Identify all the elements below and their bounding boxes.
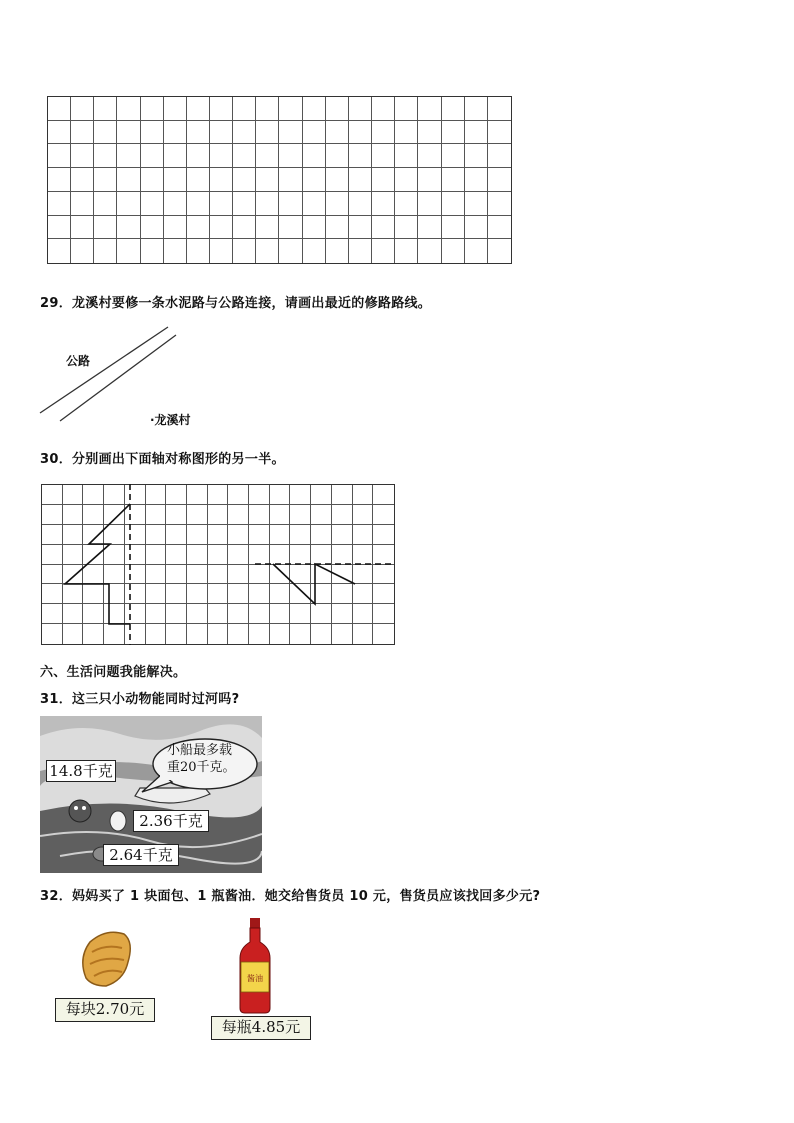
grid-cell bbox=[71, 192, 94, 216]
grid-cell bbox=[326, 121, 349, 145]
grid-cell bbox=[117, 192, 140, 216]
grid-cell bbox=[442, 192, 465, 216]
grid-cell bbox=[94, 168, 117, 192]
grid-cell bbox=[465, 192, 488, 216]
grid-cell bbox=[488, 121, 511, 145]
bottle-label: 酱油 bbox=[247, 974, 263, 983]
grid-cell bbox=[71, 216, 94, 240]
grid-cell bbox=[326, 97, 349, 121]
grid-cell bbox=[418, 216, 441, 240]
grid-cell bbox=[395, 168, 418, 192]
grid-cell bbox=[141, 121, 164, 145]
grid-cell bbox=[233, 121, 256, 145]
grid-cell bbox=[256, 192, 279, 216]
grid-cell bbox=[117, 121, 140, 145]
grid-cell bbox=[141, 144, 164, 168]
grid-cell bbox=[187, 216, 210, 240]
grid-cell bbox=[279, 192, 302, 216]
grid-cell bbox=[372, 192, 395, 216]
grid-cell bbox=[349, 121, 372, 145]
grid-cell bbox=[210, 168, 233, 192]
grid-cell bbox=[164, 168, 187, 192]
grid-cell bbox=[233, 239, 256, 263]
grid-cell bbox=[279, 168, 302, 192]
grid-cell bbox=[442, 168, 465, 192]
grid-cell bbox=[488, 168, 511, 192]
grid-cell bbox=[465, 121, 488, 145]
grid-cell bbox=[279, 97, 302, 121]
grid-cell bbox=[94, 239, 117, 263]
grid-cell bbox=[117, 216, 140, 240]
grid-cell bbox=[164, 121, 187, 145]
grid-cell bbox=[164, 144, 187, 168]
grid-cell bbox=[418, 97, 441, 121]
grid-cell bbox=[395, 216, 418, 240]
grid-cell bbox=[465, 239, 488, 263]
grid-cell bbox=[141, 192, 164, 216]
rabbit-weight-label: 2.36千克 bbox=[133, 810, 209, 832]
grid-cell bbox=[395, 192, 418, 216]
drawing-grid-top bbox=[47, 96, 512, 264]
road-label: 公路 bbox=[66, 354, 91, 368]
grid-cell bbox=[349, 97, 372, 121]
grid-cell bbox=[442, 121, 465, 145]
soy-price-tag: 每瓶4.85元 bbox=[211, 1016, 311, 1040]
question-30: 30．分别画出下面轴对称图形的另一半。 bbox=[40, 452, 285, 467]
question-32: 32．妈妈买了 1 块面包、1 瓶酱油．她交给售货员 10 元，售货员应该找回多少元? bbox=[40, 889, 541, 904]
grid-cell bbox=[164, 192, 187, 216]
grid-cell bbox=[256, 216, 279, 240]
grid-cell bbox=[210, 216, 233, 240]
grid-cell bbox=[442, 97, 465, 121]
grid-cell bbox=[117, 144, 140, 168]
road-edge-1 bbox=[40, 327, 168, 413]
grid-cell bbox=[48, 144, 71, 168]
grid-cell bbox=[141, 97, 164, 121]
road-edge-2 bbox=[60, 335, 176, 421]
grid-cell bbox=[48, 192, 71, 216]
grid-cell bbox=[256, 97, 279, 121]
grid-cell bbox=[279, 216, 302, 240]
grid-cell bbox=[71, 121, 94, 145]
grid-cell bbox=[71, 97, 94, 121]
grid-cell bbox=[349, 239, 372, 263]
grid-cell bbox=[210, 192, 233, 216]
grid-cell bbox=[94, 192, 117, 216]
grid-cell bbox=[395, 239, 418, 263]
grid-cell bbox=[117, 168, 140, 192]
grid-cell bbox=[233, 168, 256, 192]
grid-cell bbox=[488, 144, 511, 168]
grid-cell bbox=[233, 216, 256, 240]
grid-cell bbox=[279, 239, 302, 263]
grid-cell bbox=[465, 144, 488, 168]
grid-cell bbox=[326, 192, 349, 216]
grid-cell bbox=[372, 144, 395, 168]
grid-cell bbox=[372, 216, 395, 240]
grid-cell bbox=[303, 239, 326, 263]
grid-cell bbox=[94, 121, 117, 145]
symmetry-figures bbox=[41, 484, 395, 645]
grid-cell bbox=[442, 239, 465, 263]
grid-cell bbox=[187, 192, 210, 216]
grid-cell bbox=[303, 121, 326, 145]
grid-cell bbox=[326, 239, 349, 263]
grid-cell bbox=[326, 216, 349, 240]
grid-cell bbox=[465, 97, 488, 121]
grid-cell bbox=[418, 144, 441, 168]
grid-cell bbox=[303, 192, 326, 216]
grid-cell bbox=[488, 192, 511, 216]
grid-cell bbox=[465, 216, 488, 240]
grid-cell bbox=[117, 239, 140, 263]
grid-cell bbox=[233, 97, 256, 121]
soy-sauce-bottle-icon bbox=[236, 918, 274, 1014]
grid-cell bbox=[48, 168, 71, 192]
grid-cell bbox=[117, 97, 140, 121]
grid-cell bbox=[48, 121, 71, 145]
grid-cell bbox=[210, 144, 233, 168]
grid-cell bbox=[210, 121, 233, 145]
grid-cell bbox=[48, 97, 71, 121]
grid-cell bbox=[71, 239, 94, 263]
grid-cell bbox=[141, 168, 164, 192]
half-figure-left bbox=[65, 504, 130, 624]
grid-cell bbox=[488, 239, 511, 263]
grid-cell bbox=[256, 239, 279, 263]
grid-cell bbox=[488, 216, 511, 240]
speech-text: 小船最多载 重20千克。 bbox=[167, 743, 236, 775]
grid-cell bbox=[303, 216, 326, 240]
grid-cell bbox=[303, 168, 326, 192]
grid-cell bbox=[488, 97, 511, 121]
grid-cell bbox=[349, 168, 372, 192]
monkey-weight-label: 14.8千克 bbox=[46, 760, 116, 782]
bird-weight-label: 2.64千克 bbox=[103, 844, 179, 866]
grid-cell bbox=[187, 168, 210, 192]
grid-cell bbox=[48, 239, 71, 263]
grid-cell bbox=[418, 192, 441, 216]
grid-cell bbox=[233, 144, 256, 168]
grid-cell bbox=[256, 144, 279, 168]
grid-cell bbox=[395, 97, 418, 121]
grid-cell bbox=[303, 144, 326, 168]
grid-cell bbox=[372, 97, 395, 121]
grid-cell bbox=[164, 97, 187, 121]
road-diagram bbox=[38, 325, 238, 435]
grid-cell bbox=[418, 239, 441, 263]
bread-icon bbox=[76, 928, 136, 990]
grid-cell bbox=[326, 168, 349, 192]
grid-cell bbox=[372, 239, 395, 263]
grid-cell bbox=[349, 144, 372, 168]
grid-cell bbox=[94, 144, 117, 168]
rabbit bbox=[110, 811, 126, 831]
question-31: 31．这三只小动物能同时过河吗? bbox=[40, 692, 240, 707]
grid-cell bbox=[94, 97, 117, 121]
grid-cell bbox=[94, 216, 117, 240]
grid-cell bbox=[256, 121, 279, 145]
grid-cell bbox=[418, 121, 441, 145]
grid-cell bbox=[395, 121, 418, 145]
bread-price-tag: 每块2.70元 bbox=[55, 998, 155, 1022]
grid-cell bbox=[164, 216, 187, 240]
grid-cell bbox=[210, 97, 233, 121]
grid-cell bbox=[187, 144, 210, 168]
grid-cell bbox=[187, 97, 210, 121]
half-figure-right bbox=[273, 564, 355, 604]
grid-cell bbox=[141, 216, 164, 240]
grid-cell bbox=[303, 97, 326, 121]
grid-cell bbox=[141, 239, 164, 263]
grid-cell bbox=[71, 168, 94, 192]
grid-cell bbox=[395, 144, 418, 168]
question-29: 29．龙溪村要修一条水泥路与公路连接，请画出最近的修路路线。 bbox=[40, 296, 432, 311]
grid-cell bbox=[326, 144, 349, 168]
grid-cell bbox=[442, 144, 465, 168]
grid-cell bbox=[187, 239, 210, 263]
grid-cell bbox=[187, 121, 210, 145]
village-label: ·龙溪村 bbox=[150, 413, 191, 427]
grid-cell bbox=[210, 239, 233, 263]
monkey bbox=[69, 800, 91, 822]
grid-cell bbox=[418, 168, 441, 192]
grid-cell bbox=[349, 192, 372, 216]
section-6-title: 六、生活问题我能解决。 bbox=[40, 665, 187, 680]
grid-cell bbox=[279, 121, 302, 145]
grid-cell bbox=[349, 216, 372, 240]
grid-cell bbox=[465, 168, 488, 192]
grid-cell bbox=[164, 239, 187, 263]
grid-cell bbox=[442, 216, 465, 240]
grid-cell bbox=[372, 121, 395, 145]
grid-cell bbox=[48, 216, 71, 240]
grid-cell bbox=[256, 168, 279, 192]
grid-cell bbox=[71, 144, 94, 168]
grid-cell bbox=[279, 144, 302, 168]
grid-cell bbox=[233, 192, 256, 216]
grid-cell bbox=[372, 168, 395, 192]
